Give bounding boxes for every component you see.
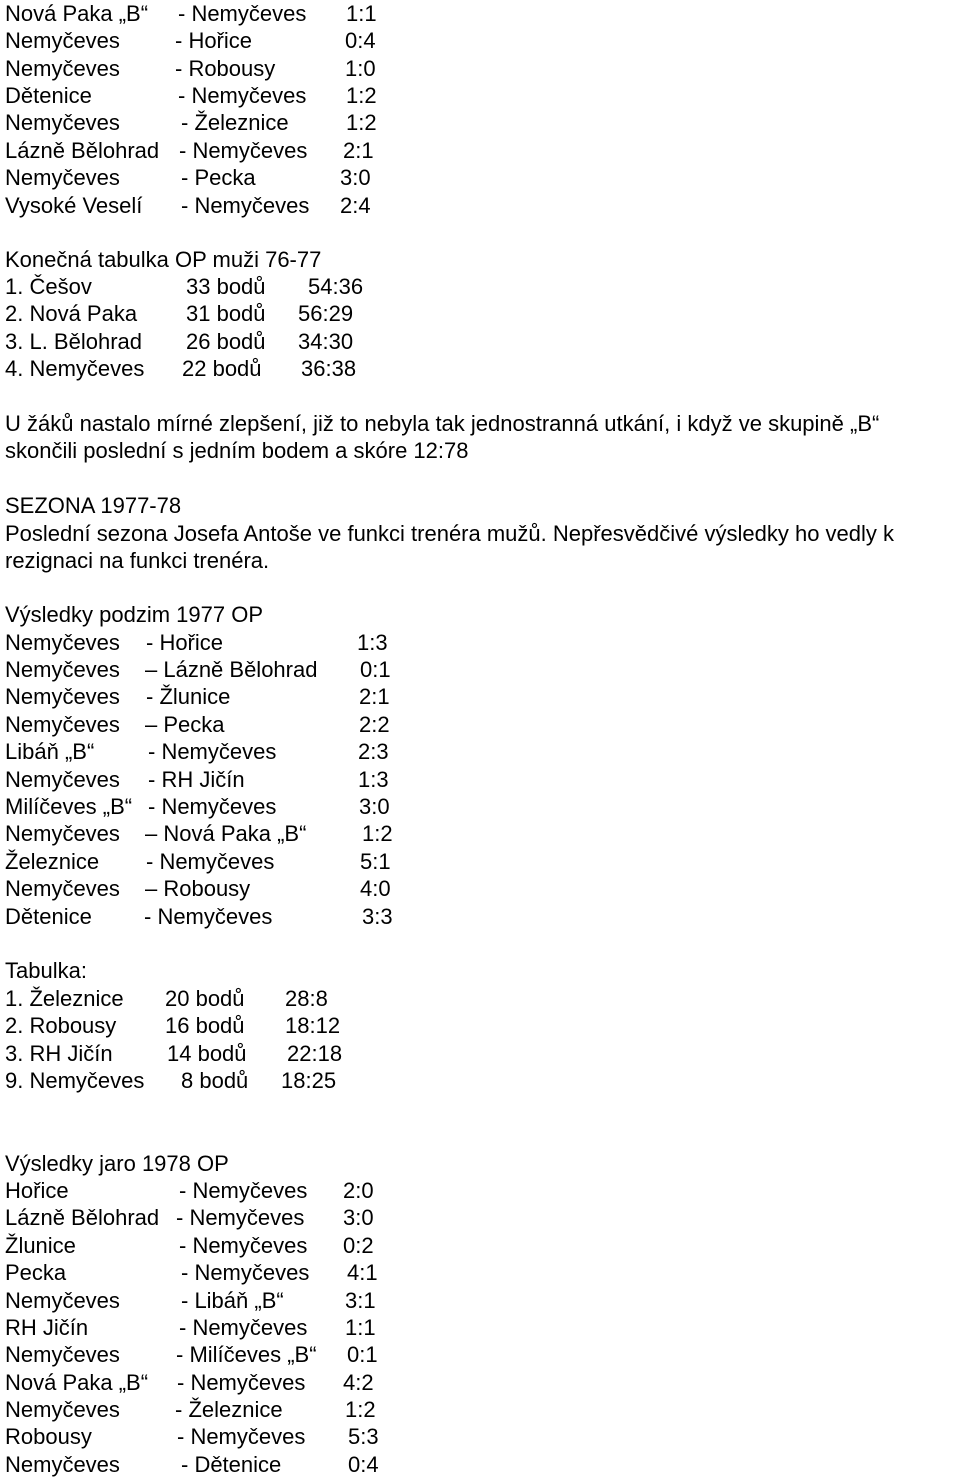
table-score: 34:30 [298,329,354,354]
match-away: - Libáň „B“ [181,1288,284,1313]
table-points: 20 bodů [165,986,245,1011]
table-score: 28:8 [285,986,328,1011]
table-points: 31 bodů [186,301,266,326]
table-team: 3. RH Jičín [5,1041,113,1066]
match-away: – Pecka [145,712,225,737]
match-away: - Robousy [175,56,276,81]
match-home: Nemyčeves [5,165,120,190]
match-home: Nemyčeves [5,28,120,53]
match-away: - Nemyčeves [148,794,277,819]
match-home: Nemyčeves [5,684,120,709]
match-home: Nemyčeves [5,1342,120,1367]
match-score: 1:2 [362,821,393,846]
table-team: 3. L. Bělohrad [5,329,142,354]
match-home: RH Jičín [5,1315,89,1340]
match-score: 1:1 [346,1,377,26]
match-score: 0:2 [343,1233,374,1258]
table-team: 2. Nová Paka [5,301,138,326]
match-score: 5:3 [348,1424,379,1449]
match-score: 2:3 [358,739,389,764]
match-away: - Nemyčeves [179,1178,308,1203]
match-score: 1:2 [346,110,377,135]
table-title-text: Tabulka: [5,958,87,983]
table-points: 26 bodů [186,329,266,354]
match-home: Nemyčeves [5,657,120,682]
table-team: 1. Češov [5,274,92,299]
match-home: Libáň „B“ [5,739,95,764]
match-score: 5:1 [360,849,391,874]
table-points: 16 bodů [165,1013,245,1038]
table-score: 22:18 [287,1041,343,1066]
youth-paragraph: U žáků nastalo mírné zlepšení, již to nebyla tak jednostranná utkání, i když ve skupině „B“ skončili poslední s jedním bodem a skóre 12:78 [5,411,880,463]
match-away: - RH Jičín [148,767,245,792]
table-team: 2. Robousy [5,1013,117,1038]
match-score: 1:1 [345,1315,376,1340]
match-home: Nová Paka „B“ [5,1,149,26]
match-away: - Nemyčeves [177,1370,306,1395]
match-home: Nová Paka „B“ [5,1370,149,1395]
table-score: 56:29 [298,301,354,326]
match-home: Nemyčeves [5,630,120,655]
table-score: 36:38 [301,356,357,381]
match-away: - Nemyčeves [144,904,273,929]
match-home: Žlunice [5,1233,76,1258]
match-away: - Nemyčeves [148,739,277,764]
match-score: 0:4 [345,28,376,53]
match-home: Nemyčeves [5,876,120,901]
match-home: Robousy [5,1424,92,1449]
match-away: – Lázně Bělohrad [145,657,318,682]
table-points: 33 bodů [186,274,266,299]
match-score: 2:2 [359,712,390,737]
match-away: - Nemyčeves [176,1205,305,1230]
match-home: Nemyčeves [5,110,120,135]
match-score: 4:0 [360,876,391,901]
match-away: - Nemyčeves [181,193,310,218]
table-score: 18:25 [281,1068,337,1093]
match-home: Nemyčeves [5,712,120,737]
match-score: 1:0 [345,56,376,81]
match-home: Hořice [5,1178,69,1203]
match-score: 2:1 [343,138,374,163]
match-away: - Železnice [175,1397,283,1422]
table-points: 14 bodů [167,1041,247,1066]
table-points: 8 bodů [181,1068,249,1093]
season-paragraph: Poslední sezona Josefa Antoše ve funkci trenéra mužů. Nepřesvědčivé výsledky ho vedly k rezignaci na funkci trenéra. [5,521,895,573]
match-away: - Milíčeves „B“ [176,1342,317,1367]
match-score: 4:2 [343,1370,374,1395]
match-away: - Žlunice [146,684,231,709]
match-score: 0:1 [347,1342,378,1367]
match-score: 4:1 [347,1260,378,1285]
table-points: 22 bodů [182,356,262,381]
match-score: 1:2 [346,83,377,108]
match-away: - Nemyčeves [179,1233,308,1258]
match-away: - Dětenice [181,1452,282,1477]
table-score: 18:12 [285,1013,341,1038]
match-away: - Hořice [146,630,224,655]
match-home: Dětenice [5,83,92,108]
match-home: Nemyčeves [5,56,120,81]
match-away: - Železnice [181,110,289,135]
match-home: Lázně Bělohrad [5,1205,160,1230]
match-score: 2:4 [340,193,371,218]
match-away: - Nemyčeves [178,1,307,26]
match-away: - Pecka [181,165,256,190]
match-home: Dětenice [5,904,92,929]
match-away: – Robousy [145,876,251,901]
section-title-text: Výsledky podzim 1977 OP [5,602,264,627]
match-score: 1:2 [345,1397,376,1422]
match-home: Nemyčeves [5,1397,120,1422]
match-score: 3:0 [343,1205,374,1230]
match-score: 0:1 [360,657,391,682]
match-home: Nemyčeves [5,767,120,792]
match-score: 2:1 [359,684,390,709]
match-score: 3:1 [345,1288,376,1313]
match-away: - Nemyčeves [146,849,275,874]
match-away: – Nová Paka „B“ [145,821,307,846]
table-team: 4. Nemyčeves [5,356,145,381]
section-title-text: Výsledky jaro 1978 OP [5,1151,229,1176]
match-home: Nemyčeves [5,1288,120,1313]
match-away: - Nemyčeves [179,138,308,163]
match-home: Nemyčeves [5,1452,120,1477]
table-score: 54:36 [308,274,364,299]
season-heading-text: SEZONA 1977-78 [5,493,182,518]
match-score: 0:4 [348,1452,379,1477]
match-score: 3:0 [340,165,371,190]
match-away: - Nemyčeves [181,1260,310,1285]
table-team: 1. Železnice [5,986,124,1011]
match-home: Lázně Bělohrad [5,138,160,163]
match-home: Nemyčeves [5,821,120,846]
match-away: - Nemyčeves [179,1315,308,1340]
table-team: 9. Nemyčeves [5,1068,145,1093]
match-score: 3:3 [362,904,393,929]
match-home: Milíčeves „B“ [5,794,133,819]
match-score: 1:3 [358,767,389,792]
match-score: 1:3 [357,630,388,655]
match-score: 2:0 [343,1178,374,1203]
match-away: - Nemyčeves [178,83,307,108]
match-home: Pecka [5,1260,67,1285]
match-away: - Nemyčeves [177,1424,306,1449]
match-away: - Hořice [175,28,253,53]
match-home: Vysoké Veselí [5,193,143,218]
table-title-text: Konečná tabulka OP muži 76-77 [5,247,322,272]
match-score: 3:0 [359,794,390,819]
match-home: Železnice [5,849,100,874]
